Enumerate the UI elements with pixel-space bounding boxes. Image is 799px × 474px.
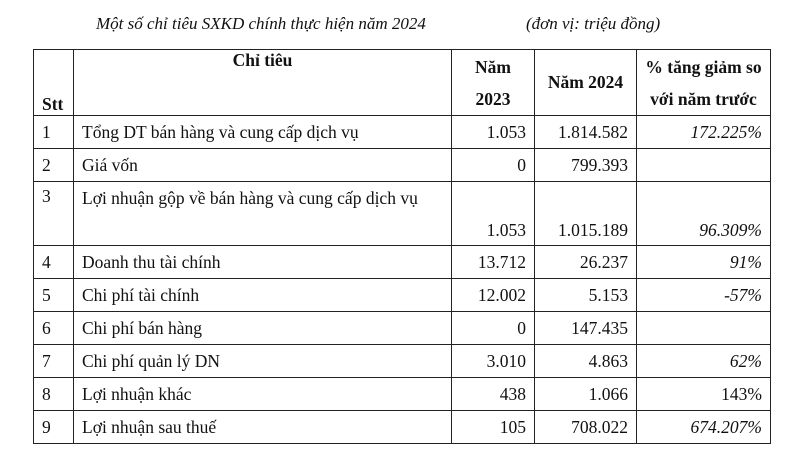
cell-metric: Lợi nhuận khác [74,378,452,411]
cell-pct-change: -57% [637,279,771,312]
cell-metric: Doanh thu tài chính [74,246,452,279]
cell-year-2023: 105 [452,411,535,444]
cell-stt: 9 [34,411,74,444]
cell-year-2024: 147.435 [535,312,637,345]
cell-year-2023: 1.053 [452,116,535,149]
cell-stt: 7 [34,345,74,378]
cell-year-2024: 799.393 [535,149,637,182]
cell-metric: Giá vốn [74,149,452,182]
table-row [34,378,771,411]
cell-pct-change [637,149,771,182]
cell-pct-change: 143% [637,378,771,411]
header-stt: Stt [34,50,74,116]
table-caption [0,14,799,40]
cell-stt: 2 [34,149,74,182]
table-row [34,182,771,246]
table-row [34,116,771,149]
cell-pct-change: 96.309% [637,182,771,246]
cell-year-2023: 1.053 [452,182,535,246]
caption-unit: (đơn vị: triệu đồng) [526,14,661,33]
cell-metric: Chi phí bán hàng [74,312,452,345]
cell-metric: Tổng DT bán hàng và cung cấp dịch vụ [74,116,452,149]
cell-stt: 5 [34,279,74,312]
table-header-row [34,50,771,116]
cell-year-2023: 0 [452,312,535,345]
table-row [34,279,771,312]
cell-metric: Lợi nhuận gộp về bán hàng và cung cấp dịch vụ [74,182,452,246]
header-metric: Chỉ tiêu [74,50,452,116]
cell-year-2024: 1.814.582 [535,116,637,149]
table-row [34,246,771,279]
table-row [34,312,771,345]
cell-pct-change: 91% [637,246,771,279]
header-pct-change [637,50,771,116]
cell-year-2023: 438 [452,378,535,411]
cell-stt: 6 [34,312,74,345]
header-pct-line2: với năm trước [650,88,757,109]
cell-stt: 3 [34,182,74,246]
table-row [34,411,771,444]
cell-year-2024: 1.066 [535,378,637,411]
cell-stt: 4 [34,246,74,279]
cell-year-2023: 0 [452,149,535,182]
cell-metric: Chi phí quản lý DN [74,345,452,378]
cell-year-2024: 1.015.189 [535,182,637,246]
cell-pct-change: 674.207% [637,411,771,444]
cell-metric: Lợi nhuận sau thuế [74,411,452,444]
cell-stt: 1 [34,116,74,149]
header-year-2023-line2: 2023 [475,88,511,109]
header-year-2024: Năm 2024 [535,50,637,116]
header-year-2023 [452,50,535,116]
cell-metric: Chi phí tài chính [74,279,452,312]
caption-title: Một số chỉ tiêu SXKD chính thực hiện năm 2024 [96,14,426,33]
cell-year-2024: 26.237 [535,246,637,279]
cell-pct-change [637,312,771,345]
cell-year-2023: 12.002 [452,279,535,312]
indicators-table [33,49,771,444]
cell-year-2023: 13.712 [452,246,535,279]
cell-year-2024: 5.153 [535,279,637,312]
header-pct-line1: % tăng giảm so [645,56,762,77]
cell-pct-change: 172.225% [637,116,771,149]
table-row [34,345,771,378]
table-row [34,149,771,182]
cell-year-2023: 3.010 [452,345,535,378]
cell-year-2024: 4.863 [535,345,637,378]
cell-year-2024: 708.022 [535,411,637,444]
header-year-2023-line1: Năm [475,56,511,77]
cell-stt: 8 [34,378,74,411]
cell-pct-change: 62% [637,345,771,378]
